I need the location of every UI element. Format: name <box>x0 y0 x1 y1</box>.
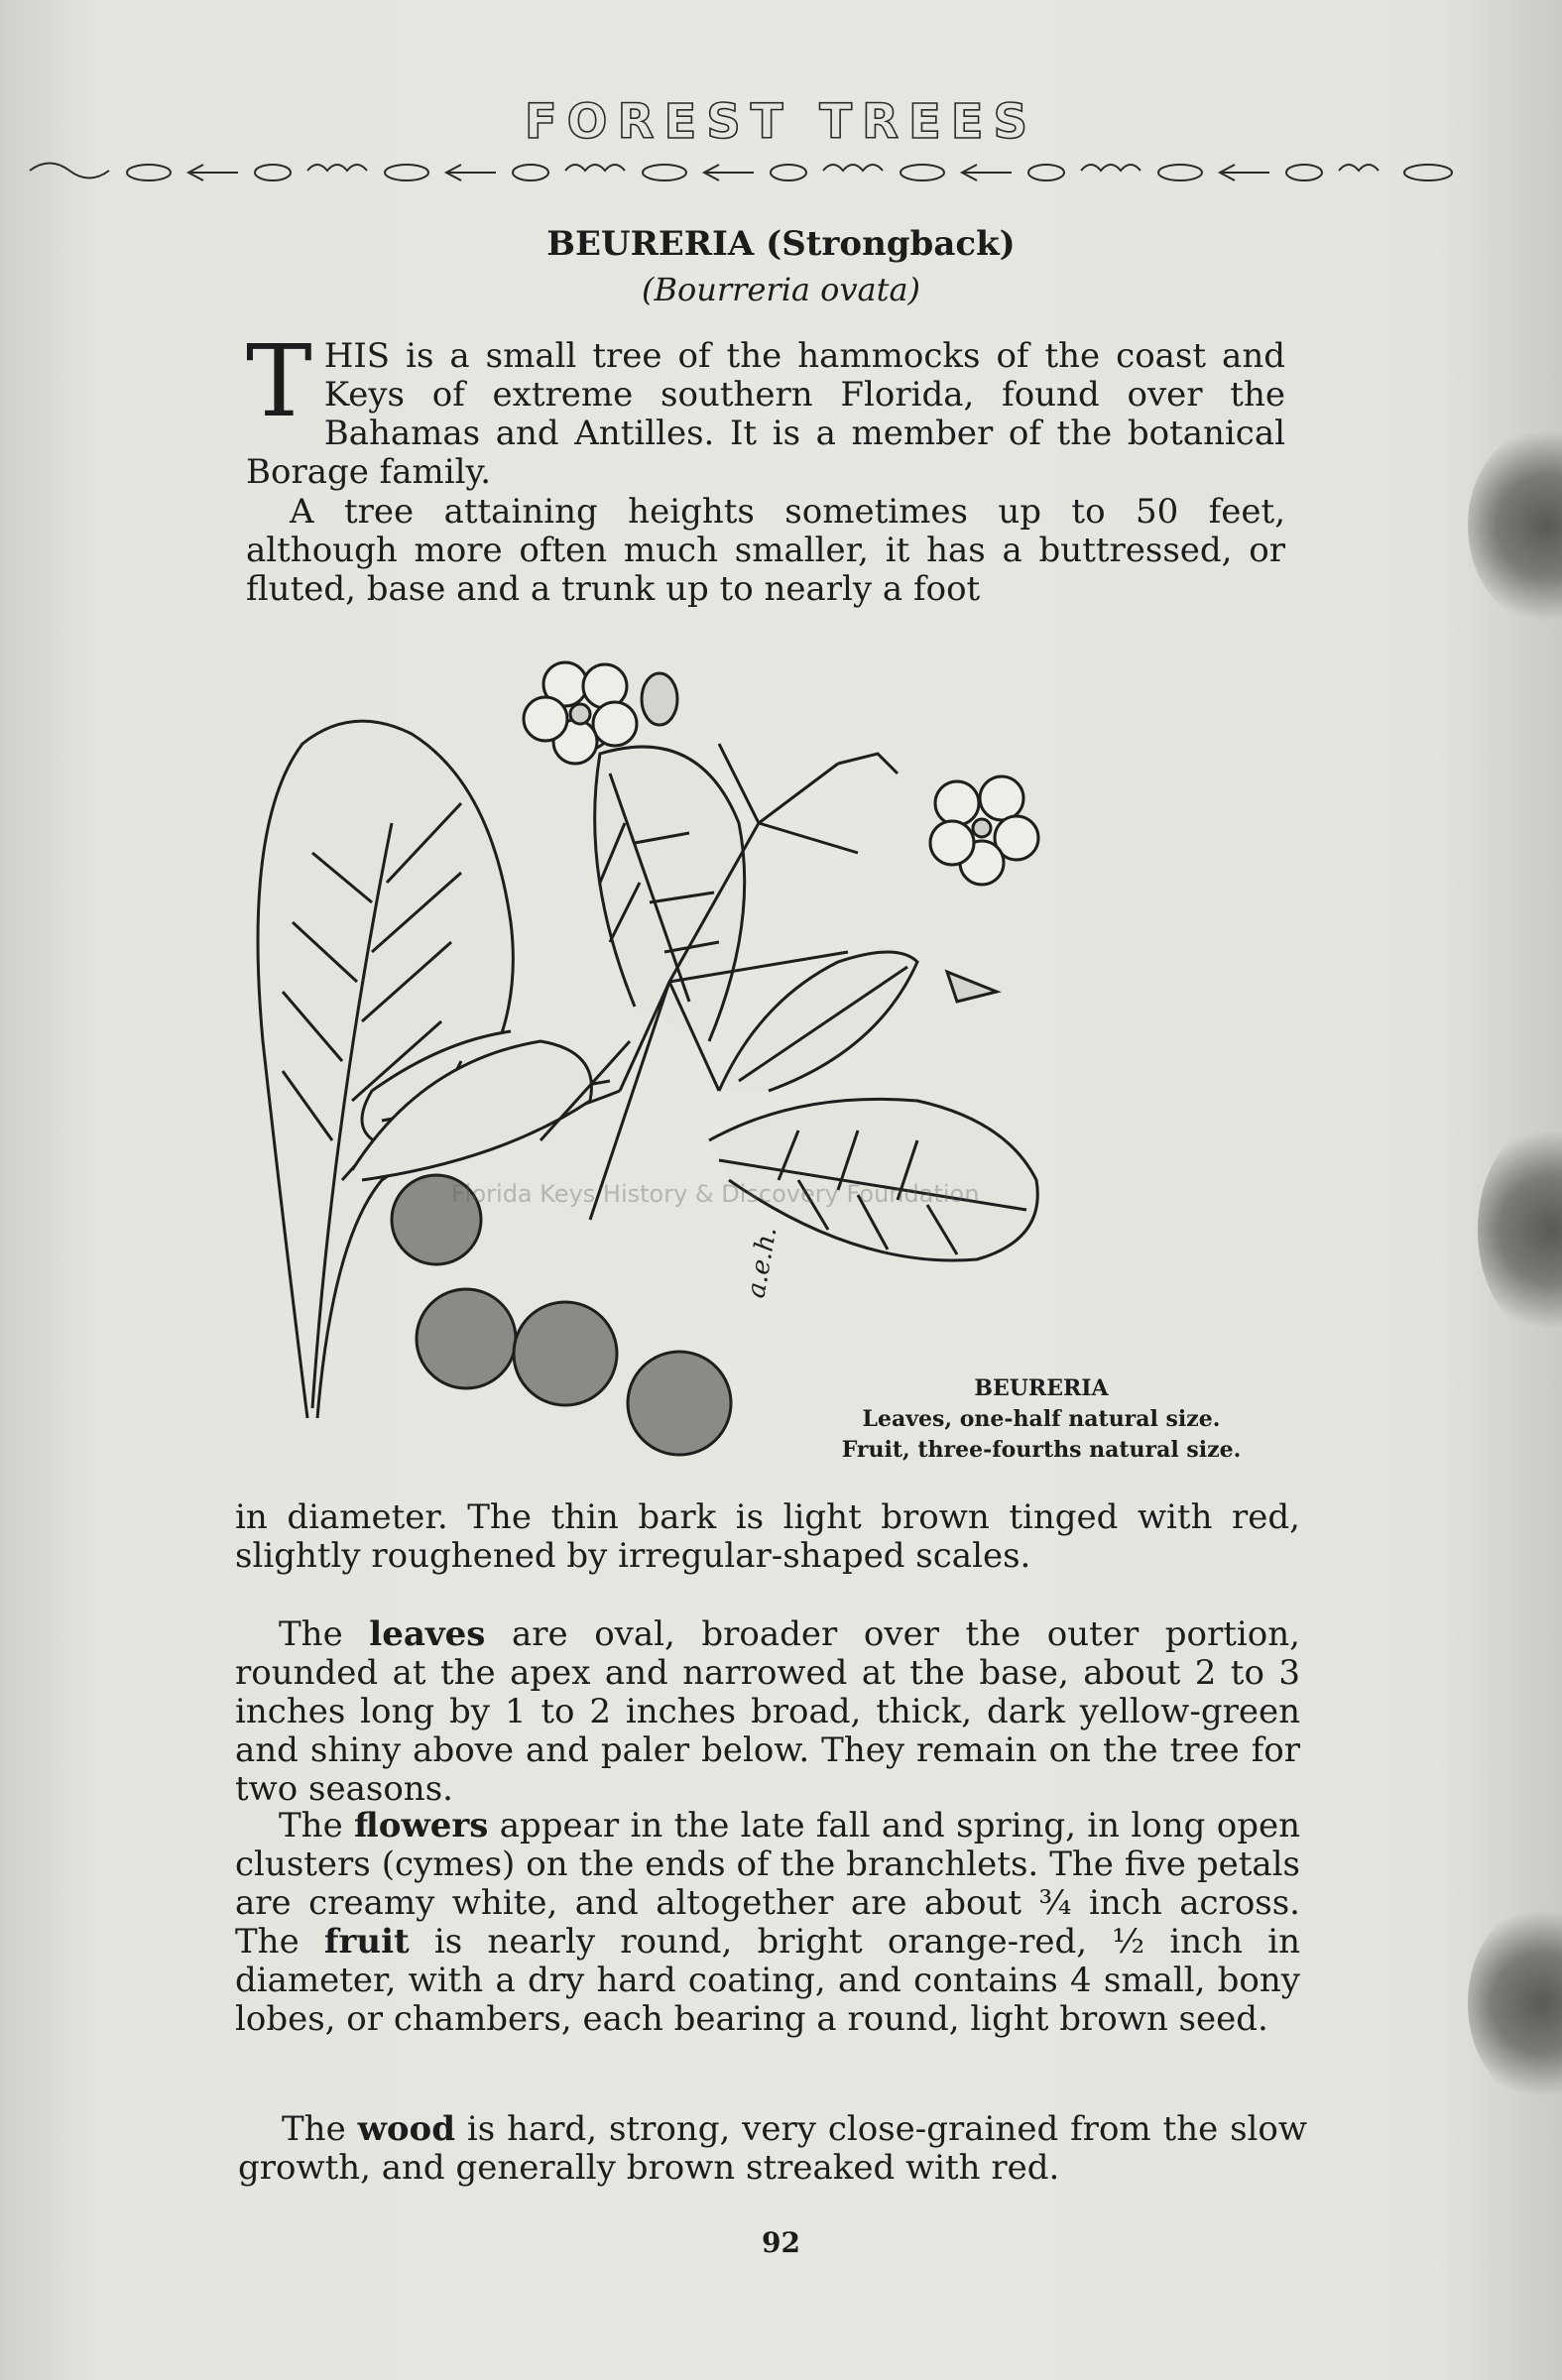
caption-leaves: Leaves, one-half natural size. <box>862 1406 1221 1432</box>
paragraph-leaves <box>235 1615 1300 1809</box>
decorative-border <box>20 151 1468 190</box>
paragraph-wood <box>238 2110 1307 2188</box>
text-run: is hard, strong, very close-grained from the slow growth, and generally brown streaked with red. <box>238 2109 1307 2188</box>
paragraph-height: A tree attaining heights sometimes up to 50 feet, although more often much smaller, it has a buttressed, or fluted, base and a trunk up to nearly a foot <box>246 492 1285 609</box>
keyword-fruit: fruit <box>323 1922 410 1962</box>
scientific-name: (Bourreria ovata) <box>641 271 921 308</box>
text-run: appear in the late fall and spring, in long open clusters (cymes) on the ends of the branchlets. The five petals are creamy white, and altogether are about ¾ inch across. The <box>235 1806 1300 1962</box>
drop-cap: T <box>246 323 312 439</box>
watermark: Florida Keys History & Discovery Foundation <box>451 1180 980 1208</box>
text-run: The <box>279 1614 370 1654</box>
keyword-wood: wood <box>357 2109 455 2149</box>
running-header <box>0 94 1562 150</box>
paragraph-bark: in diameter. The thin bark is light brown tinged with red, slightly roughened by irregular-shaped scales. <box>235 1497 1300 1576</box>
figure-caption <box>774 1373 1309 1466</box>
artist-initials: a.e.h. <box>741 1224 783 1301</box>
text-run: The <box>282 2109 358 2149</box>
paragraph-intro <box>246 323 1285 492</box>
page-stain <box>1468 1904 1562 2102</box>
text-run: The <box>279 1806 355 1845</box>
text-run: are oval, broader over the outer portion, rounded at the apex and narrowed at the base, about 2 to 3 inches long by 1 to 2 inches broad, thick, dark yellow-green and shiny above and paler below. They remain on the tree for two seasons. <box>235 1614 1300 1809</box>
header-title: FOREST TREES <box>524 94 1038 150</box>
caption-title: BEURERIA <box>974 1375 1109 1401</box>
page-stain <box>1468 426 1562 625</box>
keyword-leaves: leaves <box>369 1614 486 1654</box>
page-number: 92 <box>762 2226 800 2259</box>
paragraph-flowers-fruit <box>235 1807 1300 2039</box>
text-run: is nearly round, bright orange-red, ½ inch in diameter, with a dry hard coating, and contains 4 small, bony lobes, or chambers, each bearing a round, light brown seed. <box>235 1922 1300 2039</box>
page-stain <box>1478 1121 1562 1339</box>
article-title: BEURERIA (Strongback) <box>546 224 1016 264</box>
botanical-illustration <box>243 625 1165 1458</box>
paragraph-intro-text: HIS is a small tree of the hammocks of the coast and Keys of extreme southern Florida, found over the Bahamas and Antilles. It is a member of the botanical Borage family. <box>246 336 1285 492</box>
keyword-flowers: flowers <box>354 1806 489 1845</box>
caption-fruit: Fruit, three-fourths natural size. <box>841 1437 1242 1463</box>
